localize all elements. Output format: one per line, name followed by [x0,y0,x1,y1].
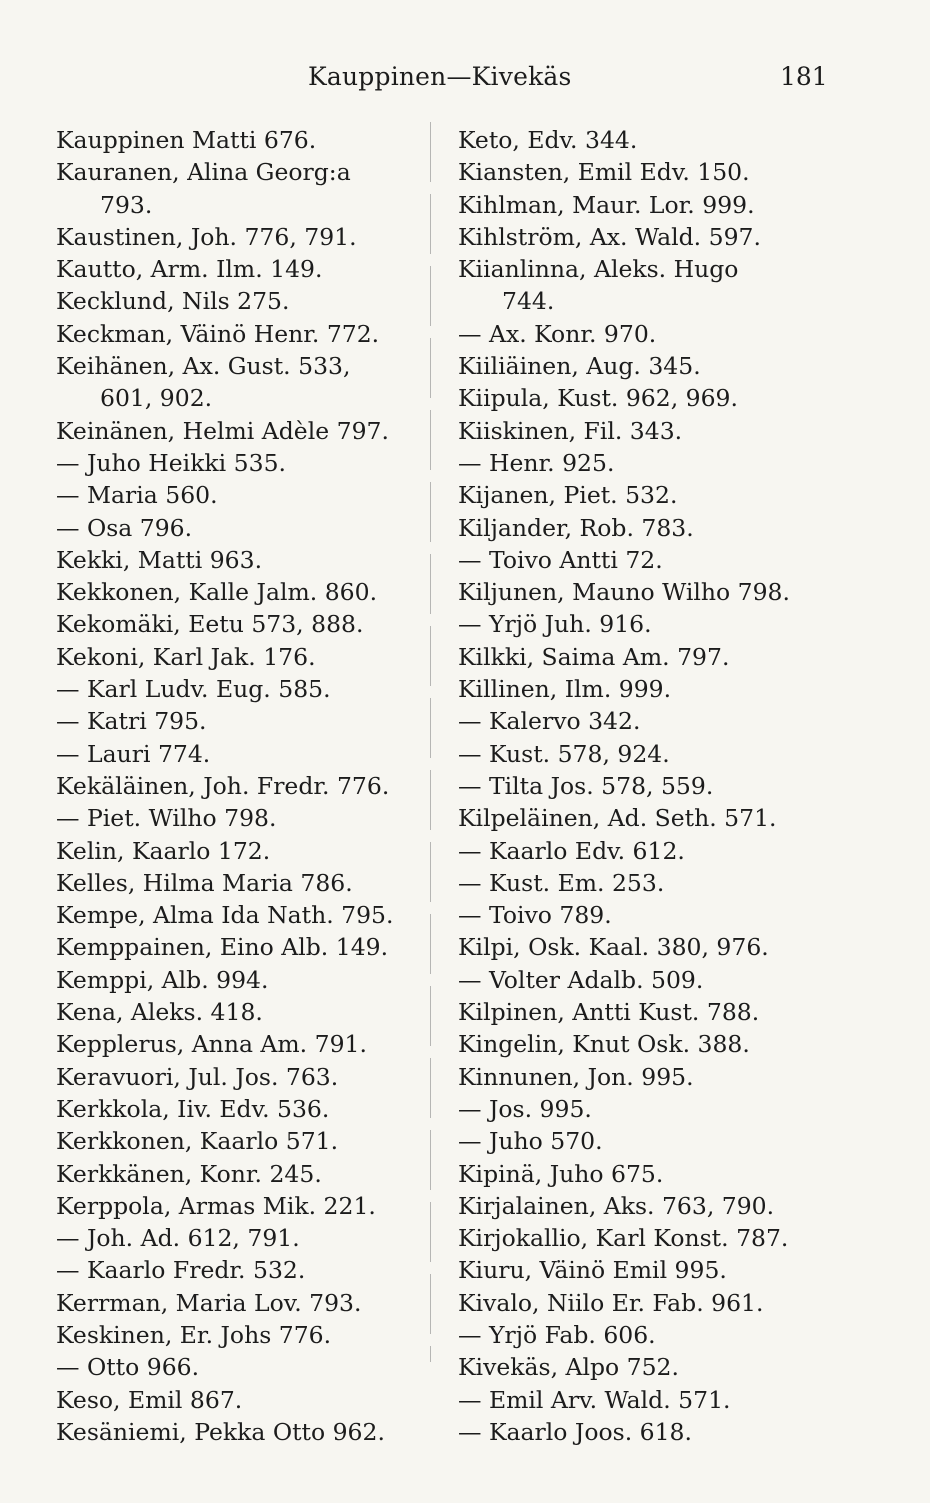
index-entry: Kesäniemi, Pekka Otto 962. [56,1417,385,1446]
index-entry: Keso, Emil 867. [56,1385,243,1414]
index-entry: Kerkkänen, Konr. 245. [56,1159,322,1188]
index-entry: — Henr. 925. [458,448,615,477]
index-column-right [458,124,830,1448]
index-entry: — Kalervo 342. [458,707,641,736]
index-entry: Kihlström, Ax. Wald. 597. [458,222,761,251]
index-entry: Kekomäki, Eetu 573, 888. [56,610,364,639]
index-entry: — Lauri 774. [56,739,211,768]
index-entry: Kena, Aleks. 418. [56,998,263,1027]
index-entry: — Kust. 578, 924. [458,739,670,768]
index-entry: Keskinen, Er. Johs 776. [56,1320,332,1349]
index-entry: — Yrjö Juh. 916. [458,610,652,639]
index-entry: — Tilta Jos. 578, 559. [458,771,714,800]
index-entry: Keinänen, Helmi Adèle 797. [56,416,389,445]
index-entry: — Maria 560. [56,481,218,510]
index-entry: — Ax. Konr. 970. [458,319,657,348]
index-entry: Kerkkola, Iiv. Edv. 536. [56,1094,330,1123]
index-entry: — Toivo Antti 72. [458,545,663,574]
index-entry: Kekki, Matti 963. [56,545,263,574]
column-divider [430,122,431,1362]
index-entry: Kempe, Alma Ida Nath. 795. [56,901,394,930]
index-entry: 793. [100,190,153,219]
index-entry: — Otto 966. [56,1353,200,1382]
index-entry: Kilkki, Saima Am. 797. [458,642,730,671]
index-entry: — Joh. Ad. 612, 791. [56,1224,300,1253]
index-entry: Kiljunen, Mauno Wilho 798. [458,578,790,607]
index-entry: Kiuru, Väinö Emil 995. [458,1256,727,1285]
index-entry: Kivekäs, Alpo 752. [458,1353,679,1382]
index-entry: Kemppi, Alb. 994. [56,965,269,994]
index-entry: Kekäläinen, Joh. Fredr. 776. [56,771,390,800]
index-entry: Keckman, Väinö Henr. 772. [56,319,380,348]
index-entry: Kirjokallio, Karl Konst. 787. [458,1224,789,1253]
index-entry: Kecklund, Nils 275. [56,287,290,316]
index-entry: Kiansten, Emil Edv. 150. [458,158,750,187]
index-entry: Kivalo, Niilo Er. Fab. 961. [458,1288,764,1317]
index-entry: Kepplerus, Anna Am. 791. [56,1030,367,1059]
index-entry: Keravuori, Jul. Jos. 763. [56,1062,339,1091]
index-entry: Kilpi, Osk. Kaal. 380, 976. [458,933,769,962]
page-number: 181 [780,62,828,91]
index-entry: Keihänen, Ax. Gust. 533, [56,352,351,381]
index-entry: — Yrjö Fab. 606. [458,1320,656,1349]
index-entry: Kijanen, Piet. 532. [458,481,678,510]
index-entry: Kipinä, Juho 675. [458,1159,664,1188]
index-entry: — Piet. Wilho 798. [56,804,277,833]
index-entry: Kirjalainen, Aks. 763, 790. [458,1191,775,1220]
index-entry: — Emil Arv. Wald. 571. [458,1385,731,1414]
index-entry: — Osa 796. [56,513,193,542]
index-entry: — Juho 570. [458,1127,603,1156]
index-entry: — Kaarlo Edv. 612. [458,836,685,865]
index-entry: — Kust. Em. 253. [458,868,665,897]
index-entry: 744. [502,287,555,316]
index-entry: 601, 902. [100,384,213,413]
index-entry: Kekkonen, Kalle Jalm. 860. [56,578,378,607]
index-entry: — Kaarlo Joos. 618. [458,1417,692,1446]
index-entry: — Volter Adalb. 509. [458,965,704,994]
index-entry: Kerppola, Armas Mik. 221. [56,1191,376,1220]
index-entry: Kiiskinen, Fil. 343. [458,416,683,445]
index-entry: Kelin, Kaarlo 172. [56,836,271,865]
index-entry: Kiianlinna, Aleks. Hugo [458,255,739,284]
index-entry: Kelles, Hilma Maria 786. [56,868,353,897]
running-header [0,62,930,102]
index-column-left [56,124,418,1448]
index-entry: — Katri 795. [56,707,207,736]
index-entry: — Karl Ludv. Eug. 585. [56,675,331,704]
index-entry: Kauranen, Alina Georg:a [56,158,351,187]
index-entry: Kilpinen, Antti Kust. 788. [458,998,760,1027]
index-entry: Kemppainen, Eino Alb. 149. [56,933,389,962]
index-entry: — Jos. 995. [458,1094,592,1123]
index-entry: Kerrman, Maria Lov. 793. [56,1288,362,1317]
index-entry: Kiljander, Rob. 783. [458,513,694,542]
index-entry: Kingelin, Knut Osk. 388. [458,1030,750,1059]
index-entry: — Juho Heikki 535. [56,448,286,477]
index-entry: Kilpeläinen, Ad. Seth. 571. [458,804,777,833]
running-title: Kauppinen—Kivekäs [308,62,572,91]
index-entry: Killinen, Ilm. 999. [458,675,672,704]
index-entry: Keto, Edv. 344. [458,126,638,154]
index-entry: Kinnunen, Jon. 995. [458,1062,694,1091]
index-entry: Kauppinen Matti 676. [56,126,317,154]
index-entry: Kihlman, Maur. Lor. 999. [458,190,755,219]
index-entry: — Kaarlo Fredr. 532. [56,1256,306,1285]
index-entry: Kiipula, Kust. 962, 969. [458,384,738,413]
index-entry: Kiiliäinen, Aug. 345. [458,352,701,381]
index-entry: Kaustinen, Joh. 776, 791. [56,222,357,251]
index-entry: Kekoni, Karl Jak. 176. [56,642,316,671]
index-entry: Kautto, Arm. Ilm. 149. [56,255,323,284]
index-entry: — Toivo 789. [458,901,612,930]
index-entry: Kerkkonen, Kaarlo 571. [56,1127,339,1156]
